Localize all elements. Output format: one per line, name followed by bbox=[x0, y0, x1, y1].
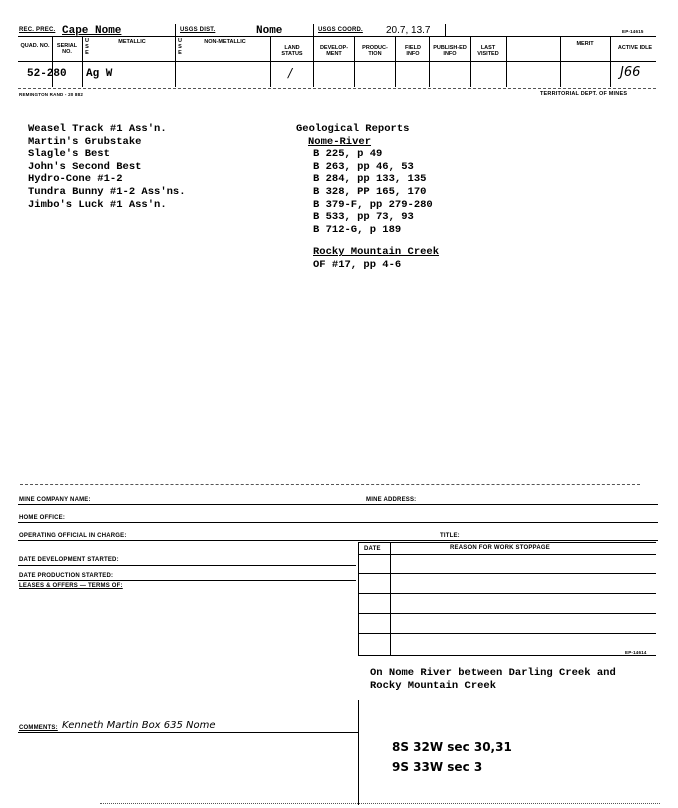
active-idle-mark: J66 bbox=[620, 65, 641, 80]
stoppage-table-header-rule bbox=[358, 554, 656, 555]
claim-item: Martin's Grubstake bbox=[28, 135, 142, 148]
usgs-dist-label: USGS DIST. bbox=[180, 27, 216, 33]
operating-official-label: OPERATING OFFICIAL IN CHARGE: bbox=[19, 533, 127, 539]
column-divider bbox=[270, 37, 271, 87]
header-divider bbox=[445, 24, 446, 36]
column-divider bbox=[506, 37, 507, 87]
col-non-metallic: NON-METALLIC bbox=[204, 39, 246, 45]
footer-top-left: REMINGTON RAND - 20 882 bbox=[19, 92, 84, 97]
comments-divider bbox=[358, 700, 359, 805]
geological-reports bbox=[296, 123, 439, 272]
report-ref: B 379-F, pp 279-280 bbox=[313, 198, 433, 211]
survey-note: 9S 33W sec 3 bbox=[392, 760, 483, 774]
claims-list bbox=[28, 123, 186, 211]
form-rule bbox=[18, 522, 658, 523]
report-ref: B 328, PP 165, 170 bbox=[313, 185, 427, 198]
col-development: DEVELOP-MENT bbox=[319, 45, 349, 57]
header-divider bbox=[175, 24, 176, 36]
stoppage-table-divider bbox=[390, 542, 391, 655]
usgs-coord-label: USGS COORD. bbox=[318, 27, 363, 33]
form-rule bbox=[18, 504, 658, 505]
home-office-label: HOME OFFICE: bbox=[19, 515, 66, 521]
nome-river-heading: Nome-River bbox=[308, 135, 372, 148]
report-ref: B 533, pp 73, 93 bbox=[313, 211, 414, 224]
stoppage-table-bottom bbox=[358, 655, 656, 656]
col-production: PRODUC-TION bbox=[362, 45, 388, 57]
land-status-mark: / bbox=[288, 66, 293, 80]
column-divider bbox=[313, 37, 314, 87]
lower-form-top-rule bbox=[20, 484, 640, 485]
report-ref: B 284, pp 133, 135 bbox=[313, 173, 427, 186]
form-rule bbox=[18, 540, 658, 541]
form-number-top: EP-14615 bbox=[622, 29, 644, 34]
date-col-header: DATE bbox=[364, 546, 381, 552]
metallic-value: Ag W bbox=[86, 68, 113, 80]
report-ref: B 263, pp 46, 53 bbox=[313, 160, 414, 173]
survey-note: 8S 32W sec 30,31 bbox=[392, 740, 512, 754]
usgs-coord-value: 20.7, 13.7 bbox=[386, 25, 431, 36]
stoppage-row-rule bbox=[358, 573, 656, 574]
header-divider bbox=[313, 24, 314, 36]
title-label: TITLE: bbox=[440, 533, 460, 539]
usgs-dist-value: Nome bbox=[256, 25, 283, 37]
column-divider bbox=[470, 37, 471, 87]
stoppage-row-rule bbox=[358, 633, 656, 634]
form-rule bbox=[18, 580, 356, 581]
date-development-label: DATE DEVELOPMENT STARTED: bbox=[19, 557, 119, 563]
comments-rule bbox=[18, 732, 358, 733]
col-use-nonmetallic: U S E bbox=[178, 38, 182, 56]
column-divider bbox=[175, 37, 176, 87]
leases-label: LEASES & OFFERS — TERMS OF: bbox=[19, 583, 123, 589]
report-ref: B 712-G, p 189 bbox=[313, 223, 402, 236]
col-metallic: METALLIC bbox=[118, 39, 146, 45]
col-merit: MERIT bbox=[576, 41, 594, 47]
mine-company-name-label: MINE COMPANY NAME: bbox=[19, 497, 91, 503]
col-serial-no: SERIAL NO. bbox=[56, 43, 78, 55]
col-published-info: PUBLISH-ED INFO bbox=[433, 45, 467, 57]
column-divider bbox=[354, 37, 355, 87]
quad-serial-value: 52-280 bbox=[27, 68, 67, 80]
column-divider bbox=[429, 37, 430, 87]
stoppage-table-left bbox=[358, 542, 359, 655]
claim-item: Tundra Bunny #1-2 Ass'ns. bbox=[28, 185, 186, 198]
col-last-visited: LAST VISITED bbox=[477, 45, 499, 57]
comments-label: COMMENTS: bbox=[19, 725, 58, 731]
claim-item: Slagle's Best bbox=[28, 148, 110, 161]
form-number-bottom: EP-14614 bbox=[625, 650, 647, 655]
stoppage-row-rule bbox=[358, 593, 656, 594]
claim-item: Weasel Track #1 Ass'n. bbox=[28, 123, 167, 135]
mine-address-label: MINE ADDRESS: bbox=[366, 497, 417, 503]
rec-prec-value: Cape Nome bbox=[62, 25, 122, 37]
stoppage-row-rule bbox=[358, 613, 656, 614]
rocky-mountain-heading: Rocky Mountain Creek bbox=[313, 246, 440, 259]
geology-heading: Geological Reports bbox=[296, 123, 410, 135]
form-rule bbox=[18, 565, 356, 566]
record-row-rule bbox=[18, 88, 656, 89]
col-land-status: LAND STATUS bbox=[281, 45, 303, 57]
col-field-info: FIELD INFO bbox=[405, 45, 421, 57]
stoppage-table-top bbox=[358, 542, 656, 543]
column-divider bbox=[395, 37, 396, 87]
reason-col-header: REASON FOR WORK STOPPAGE bbox=[450, 545, 550, 551]
report-ref: OF #17, pp 4-6 bbox=[313, 258, 402, 271]
date-production-label: DATE PRODUCTION STARTED: bbox=[19, 573, 114, 579]
page-bottom-rule bbox=[100, 803, 660, 804]
report-ref: B 225, p 49 bbox=[313, 148, 383, 161]
col-quad-no: QUAD. NO. bbox=[20, 43, 50, 49]
footer-top-right: TERRITORIAL DEPT. OF MINES bbox=[540, 91, 628, 97]
comments-handwritten: Kenneth Martin Box 635 Nome bbox=[62, 720, 216, 731]
column-divider bbox=[610, 37, 611, 87]
column-divider bbox=[82, 37, 83, 87]
claim-item: Hydro-Cone #1-2 bbox=[28, 173, 123, 186]
col-active-idle: ACTIVE IDLE bbox=[617, 45, 653, 51]
claim-item: John's Second Best bbox=[28, 160, 142, 173]
claim-item: Jimbo's Luck #1 Ass'n. bbox=[28, 198, 167, 211]
location-note: On Nome River between Darling Creek and Rocky Mountain Creek bbox=[370, 667, 616, 692]
rec-prec-label: REC. PREC. bbox=[19, 27, 56, 33]
col-use-metallic: U S E bbox=[85, 38, 89, 56]
